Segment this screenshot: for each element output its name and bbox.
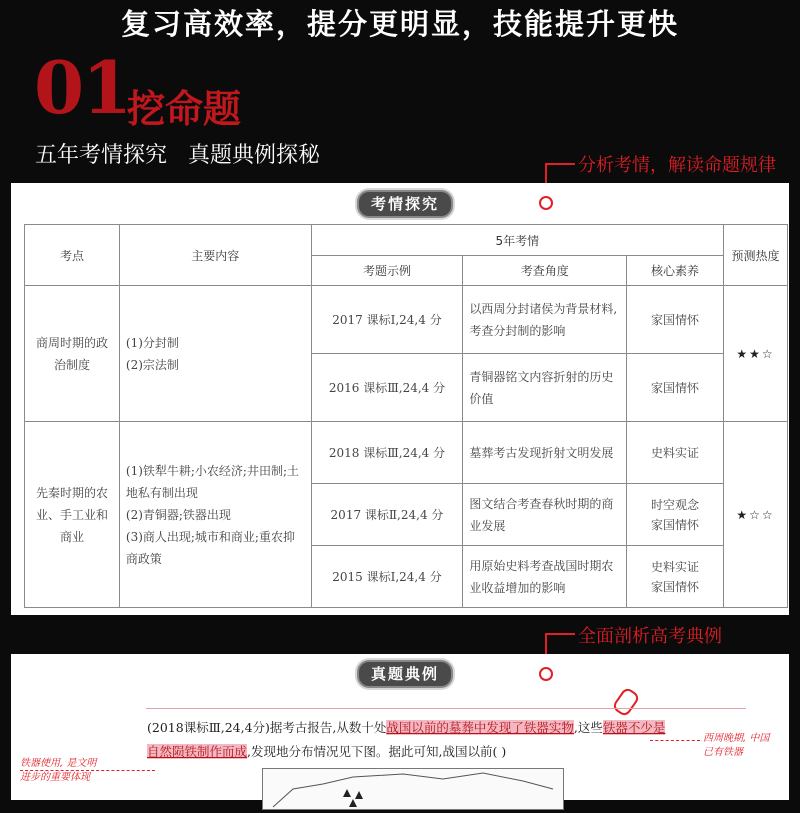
callout-analysis: 分析考情，解读命题规律: [578, 155, 776, 176]
callout-line-horizontal: [545, 633, 575, 635]
header-point: 考点: [25, 225, 120, 286]
example-cell: 2017 课标Ⅰ,24,4 分: [311, 286, 463, 354]
card-ribbon: 考情探究: [357, 190, 453, 218]
card-ribbon: 真题典例: [357, 660, 453, 688]
heat-rating: ★★☆: [723, 286, 787, 422]
content-cell: (1)分封制 (2)宗法制: [119, 286, 311, 422]
annotation-line-left: [20, 770, 155, 771]
callout-ring: [539, 196, 553, 210]
table-row: [25, 286, 788, 354]
literacy-cell: 时空观念 家国情怀: [627, 484, 724, 546]
callout-typical-example: 全面剖析高考典例: [578, 626, 722, 647]
map-figure: [262, 768, 564, 810]
point-cell: 先秦时期的农业、手工业和商业: [25, 422, 120, 608]
section-number: 01: [34, 45, 131, 130]
question-suffix: ,发现地分布情况见下图。据此可知,战国以前( ): [247, 744, 507, 759]
header-angle: 考查角度: [463, 256, 627, 286]
literacy-cell: 家国情怀: [627, 354, 724, 422]
question-prefix: (2018课标Ⅲ,24,4分)据考古报告,从数十处: [147, 720, 387, 735]
section-subtitle: 五年考情探究 真题典例探秘: [35, 143, 320, 168]
section-title: 挖命题: [127, 87, 242, 131]
header-literacy: 核心素养: [627, 256, 724, 286]
header-heat: 预测热度: [723, 225, 787, 286]
example-cell: 2016 课标Ⅲ,24,4 分: [311, 354, 463, 422]
question-text: [147, 716, 677, 764]
angle-cell: 以西周分封诸侯为背景材料,考查分封制的影响: [463, 286, 627, 354]
callout-ring: [539, 667, 553, 681]
header-five-year: 5年考情: [311, 225, 723, 256]
map-sketch: [263, 769, 563, 809]
annotation-right: 西周晚期, 中国 已有铁器: [703, 733, 770, 758]
example-cell: 2018 课标Ⅲ,24,4 分: [311, 422, 463, 484]
highlight-2: 铁器不少是自然陨铁制作而成: [147, 720, 666, 759]
angle-cell: 用原始史料考查战国时期农业收益增加的影响: [463, 546, 627, 608]
annotation-line-right: [650, 740, 700, 741]
question-mid: ,这些: [573, 720, 603, 735]
example-cell: 2015 课标Ⅰ,24,4 分: [311, 546, 463, 608]
literacy-cell: 史料实证 家国情怀: [627, 546, 724, 608]
exam-analysis-card: [11, 183, 789, 615]
point-cell: 商周时期的政治制度: [25, 286, 120, 422]
table-row: [25, 422, 788, 484]
example-cell: 2017 课标Ⅱ,24,4 分: [311, 484, 463, 546]
content-cell: (1)铁犁牛耕;小农经济;井田制;土地私有制出现 (2)青铜器;铁器出现 (3)商人出现;城市和商业;重农抑商政策: [119, 422, 311, 608]
highlight-1: 战国以前的墓葬中发现了铁器实物: [386, 720, 574, 735]
headline: 复习高效率，提分更明显，技能提升更快: [120, 7, 679, 41]
annotation-left: 铁器使用, 是文明 进步的重要体现: [20, 758, 97, 783]
literacy-cell: 史料实证: [627, 422, 724, 484]
header-content: 主要内容: [119, 225, 311, 286]
angle-cell: 墓葬考古发现折射文明发展: [463, 422, 627, 484]
callout-line-horizontal: [545, 163, 575, 165]
literacy-cell: 家国情怀: [627, 286, 724, 354]
header-example: 考题示例: [311, 256, 463, 286]
heat-rating: ★☆☆: [723, 422, 787, 608]
angle-cell: 青铜器铭文内容折射的历史价值: [463, 354, 627, 422]
angle-cell: 图文结合考查春秋时期的商业发展: [463, 484, 627, 546]
exam-table: [24, 224, 788, 608]
